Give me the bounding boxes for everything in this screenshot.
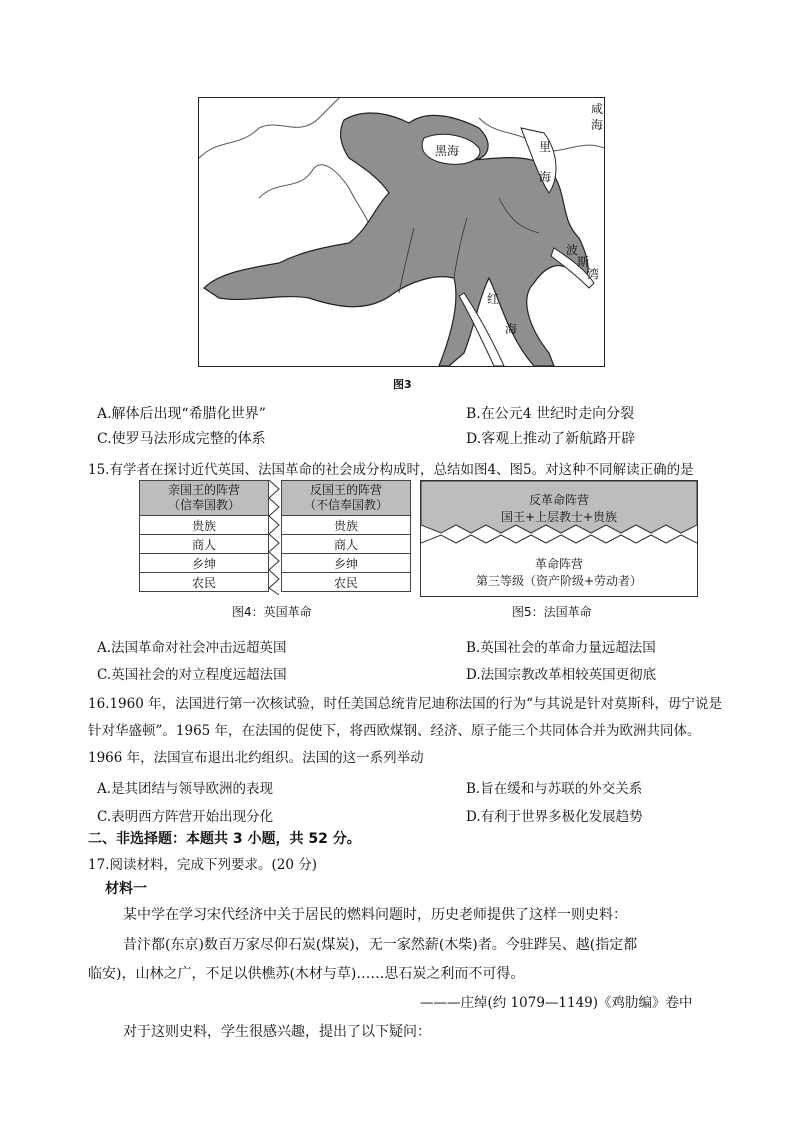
q16-option-d[interactable]: D.有利于世界多极化发展趋势: [466, 809, 643, 825]
map-label-persian-2: 斯: [577, 255, 590, 269]
map-label-caspian-4: 海: [539, 170, 552, 184]
counter-revolution-block: [421, 491, 697, 525]
anti-king-header: [282, 481, 411, 516]
counter-revolution-members: 国王+上层教士+贵族: [500, 510, 618, 524]
revolution-title: 革命阵营: [534, 557, 583, 571]
material-one-label: 材料一: [105, 881, 147, 897]
map-label-persian-1: 波: [566, 243, 579, 257]
q16-option-b[interactable]: B.旨在缓和与苏联的外交关系: [466, 781, 643, 797]
figure-5: [420, 480, 698, 597]
q16-option-a[interactable]: A.是其团结与领导欧洲的表现: [97, 781, 274, 797]
anti-king-row: 农民: [282, 573, 411, 592]
pro-king-row: 商人: [140, 535, 269, 554]
pro-king-header: [140, 481, 269, 516]
map-label-persian-3: 湾: [587, 267, 600, 281]
counter-revolution-title: 反革命阵营: [528, 493, 589, 507]
map-label-black-sea: 黑海: [435, 144, 460, 158]
pro-king-subtitle: （信奉国教）: [167, 498, 240, 512]
map-label-caspian-3: 里: [539, 140, 552, 154]
q15-option-c[interactable]: C.英国社会的对立程度远超法国: [97, 667, 287, 683]
figure-3-caption: 图3: [393, 378, 412, 391]
q14-option-d[interactable]: D.客观上推动了新航路开辟: [466, 431, 636, 447]
anti-king-row: 商人: [282, 535, 411, 554]
revolution-block: [421, 555, 697, 589]
q15-option-a[interactable]: A.法国革命对社会冲击远超英国: [97, 640, 287, 656]
q15-stem: 15.有学者在探讨近代英国、法国革命的社会成分构成时，总结如图4、图5。对这种不同解读正确的是: [88, 462, 694, 478]
q14-option-a[interactable]: A.解体后出现“希腊化世界”: [97, 406, 266, 422]
q17-stem: 17.阅读材料，完成下列要求。(20 分): [88, 857, 317, 873]
map-label-caspian-1: 咸: [591, 102, 604, 116]
material-one-quote-line-2: 临安)，山林之广，不足以供樵苏(木材与草)……思石炭之利而不可得。: [88, 966, 525, 982]
map-label-red-1: 红: [487, 292, 500, 306]
map-label-caspian-2: 海: [591, 118, 604, 132]
figure-4: [139, 480, 411, 595]
figure-5-caption: 图5：法国革命: [512, 605, 592, 619]
revolution-members: 第三等级（资产阶级+劳动者）: [475, 574, 643, 588]
material-one-question-intro: 对于这则史料，学生很感兴趣，提出了以下疑问：: [123, 1024, 431, 1040]
anti-king-row: 乡绅: [282, 554, 411, 573]
section-2-title: 二、非选择题：本题共 3 小题，共 52 分。: [88, 831, 361, 847]
pro-king-camp-table: [139, 480, 269, 592]
q14-option-b[interactable]: B.在公元4 世纪时走向分裂: [466, 406, 635, 422]
pro-king-title: 亲国王的阵营: [167, 483, 240, 497]
anti-king-title: 反国王的阵营: [309, 483, 382, 497]
q15-option-b[interactable]: B.英国社会的革命力量远超法国: [466, 640, 656, 656]
q16-stem-line-2: 针对华盛顿”。1965 年，在法国的促使下，将西欧煤钢、经济、原子能三个共同体合并为欧洲共同体。: [88, 723, 701, 739]
q16-option-c[interactable]: C.表明西方阵营开始出现分化: [97, 809, 274, 825]
anti-king-subtitle: （不信奉国教）: [303, 498, 388, 512]
anti-king-camp-table: [281, 480, 411, 592]
pro-king-row: 农民: [140, 573, 269, 592]
material-one-intro: 某中学在学习宋代经济中关于居民的燃料问题时，历史老师提供了这样一则史料：: [123, 907, 627, 923]
italy-coastline: [259, 165, 374, 238]
map-label-red-2: 海: [505, 322, 518, 336]
pro-king-row: 乡绅: [140, 554, 269, 573]
material-one-quote-line-1: 昔汴都(东京)数百万家尽仰石炭(煤炭)，无一家然薪(木柴)者。今驻跸吴、越(指定都: [123, 937, 638, 953]
anti-king-row: 贵族: [282, 516, 411, 535]
map-figure: [198, 97, 605, 367]
q16-stem-line-1: 16.1960 年，法国进行第一次核试验，时任美国总统肯尼迪称法国的行为“与其说是针对莫斯科，毋宁说是: [88, 696, 723, 712]
europe-coastline: [199, 98, 339, 158]
q15-option-d[interactable]: D.法国宗教改革相较英国更彻底: [466, 667, 657, 683]
material-one-source: ———庄绰(约 1079—1149)《鸡肋编》卷中: [420, 995, 693, 1011]
q14-option-c[interactable]: C.使罗马法形成完整的体系: [97, 431, 266, 447]
pro-king-row: 贵族: [140, 516, 269, 535]
figure-4-caption: 图4：英国革命: [232, 605, 312, 619]
q16-stem-line-3: 1966 年，法国宣布退出北约组织。法国的这一系列举动: [88, 750, 424, 766]
